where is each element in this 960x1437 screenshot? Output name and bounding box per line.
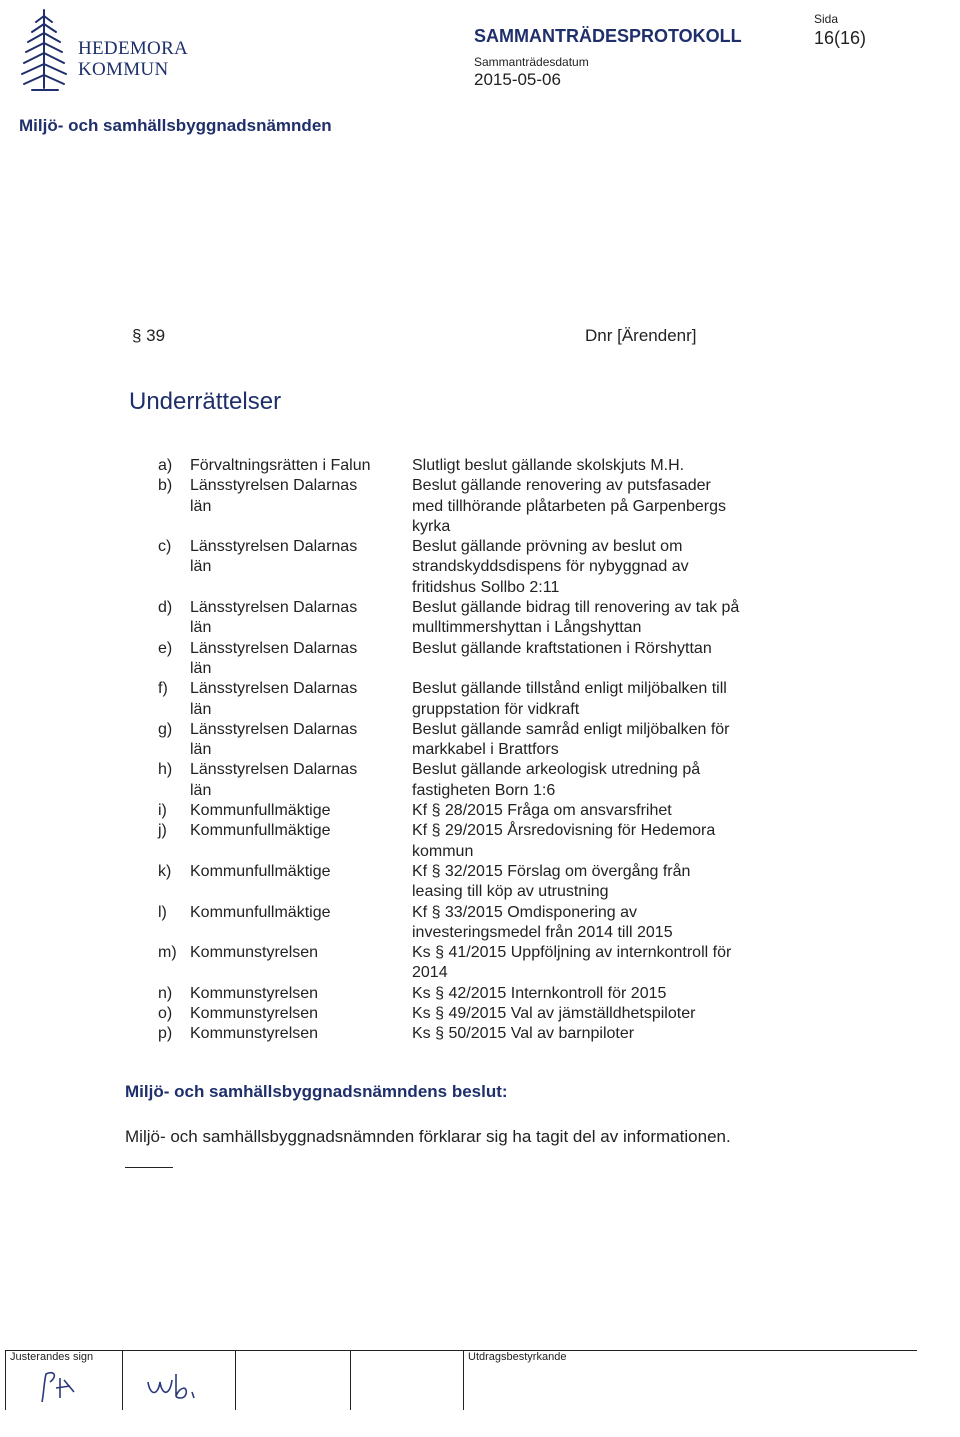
decision-heading: Miljö- och samhällsbyggnadsnämndens beslut: [125, 1082, 508, 1101]
notice-sender: Länsstyrelsen Dalarnas [190, 680, 358, 698]
notice-subject: fritidshus Sollbo 2:11 [412, 578, 560, 596]
notice-sender: län [190, 619, 212, 637]
tree-logo-icon [18, 6, 78, 96]
notice-sender: Kommunstyrelsen [190, 1025, 319, 1043]
notice-item [0, 1004, 960, 1024]
notice-subject: Ks § 50/2015 Val av barnpiloter [412, 1025, 635, 1043]
notice-sender: Länsstyrelsen Dalarnas [190, 538, 358, 556]
signature-initials-2 [140, 1362, 210, 1412]
notice-subject: leasing till köp av utrustning [412, 883, 609, 901]
footer-divider [5, 1350, 6, 1410]
notice-sender: Länsstyrelsen Dalarnas [190, 761, 358, 779]
notice-subject: Kf § 28/2015 Fråga om ansvarsfrihet [412, 802, 672, 820]
notice-sender: Kommunfullmäktige [190, 862, 331, 880]
notice-subject: Kf § 32/2015 Förslag om övergång från [412, 862, 691, 880]
footer-rule [5, 1350, 917, 1351]
notice-subject: Beslut gällande tillstånd enligt miljöbalken till [412, 680, 727, 698]
notice-item [0, 903, 960, 944]
notice-item [0, 720, 960, 761]
notice-letter: n) [158, 984, 173, 1002]
notice-sender: Kommunfullmäktige [190, 903, 331, 921]
notice-subject: 2014 [412, 964, 448, 982]
end-rule [125, 1167, 173, 1168]
notice-subject: investeringsmedel från 2014 till 2015 [412, 923, 673, 941]
decision-text: Miljö- och samhällsbyggnadsnämnden förklarar sig ha tagit del av informationen. [125, 1127, 731, 1146]
footer-divider [463, 1350, 464, 1410]
notice-subject: kommun [412, 842, 474, 860]
footer-divider [350, 1350, 351, 1410]
notice-sender: Länsstyrelsen Dalarnas [190, 477, 358, 495]
notice-sender: län [190, 497, 212, 515]
notice-subject: strandskyddsdispens för nybyggnad av [412, 558, 689, 576]
notice-sender: Länsstyrelsen Dalarnas [190, 599, 358, 617]
notice-sender: län [190, 741, 212, 759]
notice-item [0, 1024, 960, 1044]
notice-subject: Beslut gällande renovering av putsfasader [412, 477, 711, 495]
notice-item [0, 456, 960, 476]
board-name: Miljö- och samhällsbyggnadsnämnden [19, 116, 332, 135]
notice-letter: c) [158, 538, 172, 556]
notice-subject: mulltimmershyttan i Långshyttan [412, 619, 642, 637]
notice-subject: Ks § 41/2015 Uppföljning av internkontroll för [412, 944, 732, 962]
notice-item [0, 801, 960, 821]
notice-subject: Beslut gällande prövning av beslut om [412, 538, 683, 556]
notice-sender: län [190, 659, 212, 677]
notice-subject: Slutligt beslut gällande skolskjuts M.H. [412, 457, 685, 474]
notice-subject: med tillhörande plåtarbeten på Garpenbergs [412, 497, 726, 515]
notice-letter: b) [158, 477, 173, 495]
notice-letter: p) [158, 1025, 173, 1043]
logo-line-1: HEDEMORA [78, 38, 189, 59]
notice-sender: län [190, 558, 212, 576]
page-number: 16(16) [814, 28, 867, 48]
utdragsbestyrkande-label: Utdragsbestyrkande [468, 1351, 567, 1363]
notice-subject: Ks § 42/2015 Internkontroll för 2015 [412, 984, 667, 1002]
notice-letter: o) [158, 1005, 173, 1023]
notice-subject: Ks § 49/2015 Val av jämställdhetspiloter [412, 1005, 696, 1023]
notice-item [0, 821, 960, 862]
notice-subject: Beslut gällande samråd enligt miljöbalken för [412, 720, 730, 738]
justerandes-sign-label: Justerandes sign [10, 1351, 94, 1363]
footer-divider [122, 1350, 123, 1410]
notice-letter: g) [158, 720, 173, 738]
notice-letter: h) [158, 761, 173, 779]
logo-line-2: KOMMUN [78, 59, 169, 80]
notice-letter: i) [158, 802, 167, 820]
notice-letter: e) [158, 639, 173, 657]
notice-subject: Beslut gällande kraftstationen i Rörshyttan [412, 639, 712, 657]
notice-item [0, 862, 960, 903]
notice-letter: m) [158, 944, 177, 962]
notice-letter: k) [158, 862, 172, 880]
notice-letter: j) [158, 822, 167, 840]
notice-letter: a) [158, 457, 173, 474]
footer-divider [235, 1350, 236, 1410]
notice-sender: Kommunstyrelsen [190, 944, 319, 962]
paragraph-number: § 39 [132, 326, 166, 345]
notice-letter: f) [158, 680, 168, 698]
notice-sender: Länsstyrelsen Dalarnas [190, 639, 358, 657]
notice-item [0, 598, 960, 639]
meeting-date: 2015-05-06 [474, 70, 561, 89]
notice-subject: Beslut gällande arkeologisk utredning på [412, 761, 701, 779]
notice-subject: Kf § 33/2015 Omdisponering av [412, 903, 638, 921]
notice-sender: Kommunstyrelsen [190, 1005, 319, 1023]
notice-sender: län [190, 700, 212, 718]
notice-item [0, 984, 960, 1004]
municipality-logo [18, 6, 193, 96]
notice-item [0, 476, 960, 537]
notice-subject: Kf § 29/2015 Årsredovisning för Hedemora [412, 822, 716, 840]
page-label: Sida [814, 12, 839, 26]
notice-list [0, 456, 960, 1045]
notice-sender: Kommunfullmäktige [190, 802, 331, 820]
notice-subject: markkabel i Brattfors [412, 741, 559, 759]
notice-item [0, 639, 960, 680]
notice-item [0, 537, 960, 598]
notice-sender: län [190, 781, 212, 799]
notice-subject: gruppstation för vidkraft [412, 700, 580, 718]
notice-item [0, 760, 960, 801]
notice-subject: kyrka [412, 517, 451, 535]
notice-sender: Länsstyrelsen Dalarnas [190, 720, 358, 738]
notice-item [0, 943, 960, 984]
notice-sender: Förvaltningsrätten i Falun [190, 457, 371, 474]
notice-subject: fastigheten Born 1:6 [412, 781, 556, 799]
signature-initials-1 [30, 1362, 90, 1412]
document-title: SAMMANTRÄDESPROTOKOLL [474, 26, 742, 46]
meeting-date-label: Sammanträdesdatum [474, 55, 589, 69]
notice-letter: d) [158, 599, 173, 617]
notice-item [0, 679, 960, 720]
notice-sender: Kommunfullmäktige [190, 822, 331, 840]
notice-sender: Kommunstyrelsen [190, 984, 319, 1002]
section-title: Underrättelser [129, 388, 282, 415]
notice-letter: l) [158, 903, 167, 921]
notice-subject: Beslut gällande bidrag till renovering av tak på [412, 599, 740, 617]
case-number: Dnr [Ärendenr] [585, 326, 697, 345]
